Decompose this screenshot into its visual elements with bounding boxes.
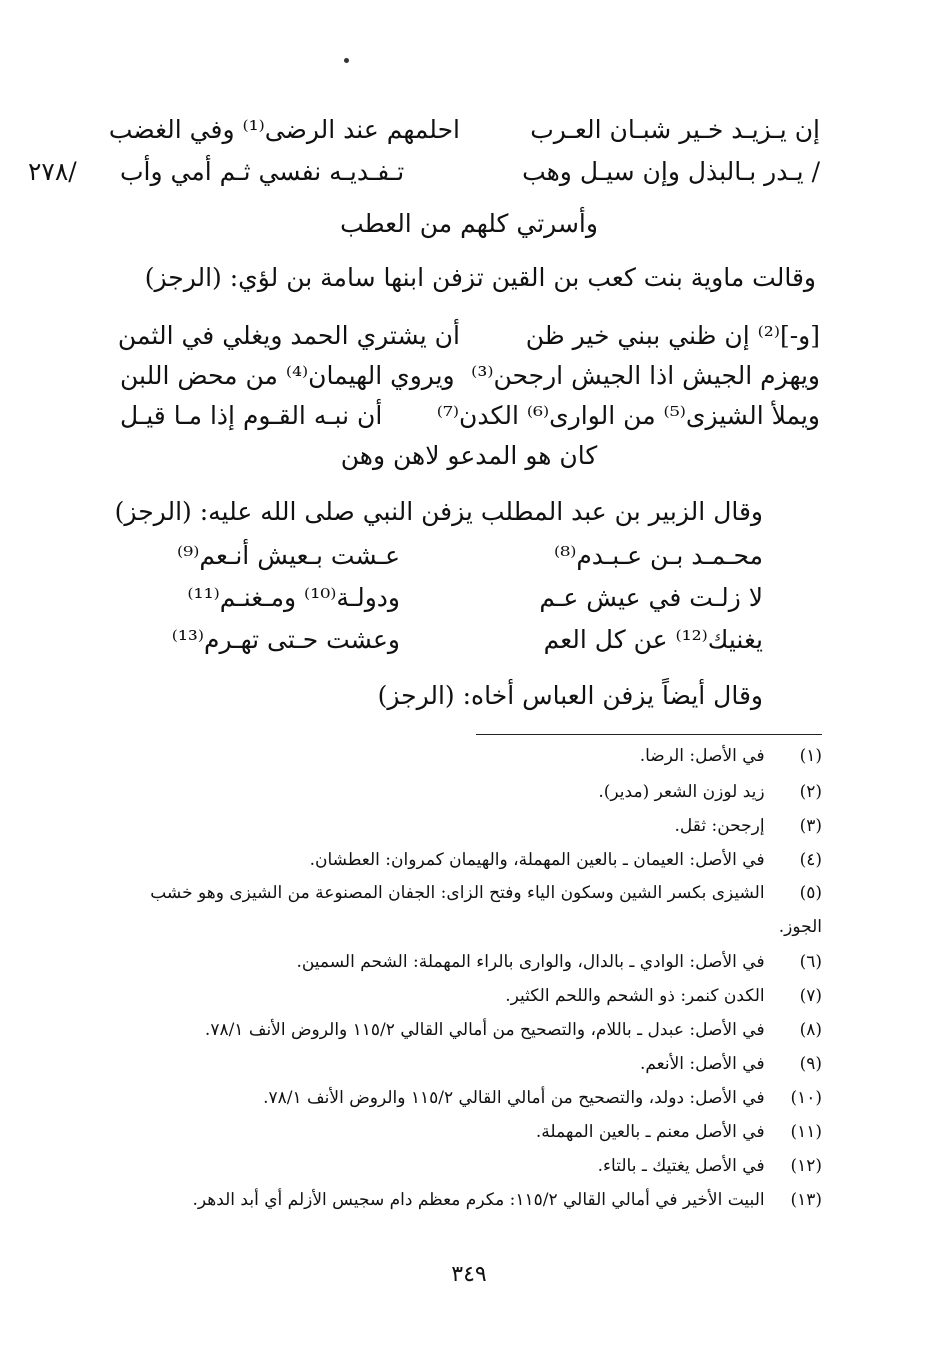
margin-page-mark: /٢٧٨ xyxy=(28,157,77,186)
footnote-12 xyxy=(112,1148,822,1184)
footnote-text: الشيزى بكسر الشين وسكون الياء وفتح الزاى: الجفان المصنوعة من الشيزى وهو خشب الجوز. xyxy=(150,883,822,937)
footnote-text: في الأصل: عبدل ـ باللام، والتصحيح من أمالي القالي ١١٥/٢ والروض الأنف ٧٨/١. xyxy=(204,1020,765,1040)
hemistich-left: أن نبـه القـوم إذا مـا قيـل xyxy=(120,401,383,430)
footnote-text: الكدن كنمر: ذو الشحم واللحم الكثير. xyxy=(505,986,765,1006)
footnote-text: إرجحن: ثقل. xyxy=(674,816,765,836)
footnote-number: (١) xyxy=(799,746,822,766)
hemistich-left: تـفـديـه نفسي ثـم أمي وأب xyxy=(120,157,405,186)
intro-line-1: وقالت ماوية بنت كعب بن القين تزفن ابنها سامة بن لؤي: (الرجز) xyxy=(144,263,816,292)
footnote-number: (٣) xyxy=(799,816,822,836)
footnote-number: (٦) xyxy=(799,952,822,972)
footnote-3 xyxy=(112,808,822,844)
hemistich-left: أن يشتري الحمد ويغلي في الثمن xyxy=(117,321,460,350)
footnote-13 xyxy=(112,1182,822,1218)
footnote-number: (١٢) xyxy=(790,1156,822,1176)
hemistich-left: ويروي الهيمان⁽⁴⁾ من محض اللبن xyxy=(120,361,455,390)
intro-line-2: وقال الزبير بن عبد المطلب يزفن النبي صلى الله عليه: (الرجز) xyxy=(114,497,763,526)
footnote-6 xyxy=(112,944,822,980)
poem3-line-2-left: ودولـة⁽¹⁰⁾ ومـغنـم⁽¹¹⁾ xyxy=(187,583,400,612)
footnote-text: في الأصل يغتيك ـ بالتاء. xyxy=(597,1156,765,1176)
intro-line-3: وقال أيضاً يزفن العباس أخاه: (الرجز) xyxy=(377,681,763,710)
poem2-line-1 xyxy=(117,316,820,356)
poem2-line-2 xyxy=(120,356,820,396)
ink-dot xyxy=(344,58,349,63)
footnote-number: (٧) xyxy=(799,986,822,1006)
footnote-1 xyxy=(112,738,822,774)
footnote-number: (١٠) xyxy=(790,1088,822,1108)
hemistich-left: احلمهم عند الرضى⁽¹⁾ وفي الغضب xyxy=(108,115,460,144)
footnote-text: في الأصل: دولد، والتصحيح من أمالي القالي ١١٥/٢ والروض الأنف ٧٨/١. xyxy=(263,1088,765,1108)
footnote-4 xyxy=(112,842,822,878)
footnote-number: (١١) xyxy=(790,1122,822,1142)
hemistich-right: ويملأ الشيزى⁽⁵⁾ من الوارى⁽⁶⁾ الكدن⁽⁷⁾ xyxy=(436,401,820,430)
footnote-text: في الأصل معنم ـ بالعين المهملة. xyxy=(535,1122,765,1142)
poem3-line-3-right: يغنيك⁽¹²⁾ عن كل العم xyxy=(543,625,763,654)
footnote-text: في الأصل: الرضا. xyxy=(639,746,765,766)
verse-line-2 xyxy=(120,152,820,192)
footnote-text: زيد لوزن الشعر (مدير). xyxy=(598,782,765,802)
footnote-8 xyxy=(112,1012,822,1048)
footnote-11 xyxy=(112,1114,822,1150)
verse-line-1 xyxy=(108,110,820,150)
footnote-number: (٢) xyxy=(799,782,822,802)
hemistich-right: / يـدر بـالبذل وإن سيـل وهب xyxy=(522,157,820,186)
hemistich-right: [و-]⁽²⁾ إن ظني ببني خير ظن xyxy=(525,321,820,350)
hemistich-right: ويهزم الجيش اذا الجيش ارجحن⁽³⁾ xyxy=(471,361,820,390)
page-number: ٣٤٩ xyxy=(451,1262,487,1287)
verse-line-3: وأسرتي كلهم من العطب xyxy=(340,209,598,238)
footnote-10 xyxy=(112,1080,822,1116)
footnote-text: في الأصل: العيمان ـ بالعين المهملة، والهيمان كمروان: العطشان. xyxy=(309,850,765,870)
footnote-7 xyxy=(112,978,822,1014)
poem2-last-line: كان هو المدعو لاهن وهن xyxy=(340,441,598,470)
footnote-text: في الأصل: الأنعم. xyxy=(639,1054,765,1074)
footnote-number: (٤) xyxy=(799,850,822,870)
poem3-line-3-left: وعشت حـتى تهـرم⁽¹³⁾ xyxy=(171,625,400,654)
footnote-number: (١٣) xyxy=(790,1190,822,1210)
poem2-line-3 xyxy=(120,396,820,436)
poem3-line-1-left: عـشت بـعيش أنـعم⁽⁹⁾ xyxy=(177,541,400,570)
footnote-number: (٨) xyxy=(799,1020,822,1040)
footnote-5 xyxy=(112,876,822,944)
poem3-line-2-right: لا زلـت في عيش عـم xyxy=(539,583,763,612)
footnote-9 xyxy=(112,1046,822,1082)
hemistich-right: إن يـزيـد خـير شبـان العـرب xyxy=(530,115,820,144)
footnote-separator xyxy=(476,734,822,735)
footnote-text: البيت الأخير في أمالي القالي ١١٥/٢: مكرم معظم دام سجيس الأزلم أي أبد الدهر. xyxy=(192,1190,765,1210)
footnote-number: (٥) xyxy=(799,883,822,903)
footnote-number: (٩) xyxy=(799,1054,822,1074)
poem3-line-1-right: محـمـد بـن عـبـدم⁽⁸⁾ xyxy=(554,541,763,570)
footnote-2 xyxy=(112,774,822,810)
footnote-text: في الأصل: الوادي ـ بالدال، والوارى بالراء المهملة: الشحم السمين. xyxy=(296,952,765,972)
